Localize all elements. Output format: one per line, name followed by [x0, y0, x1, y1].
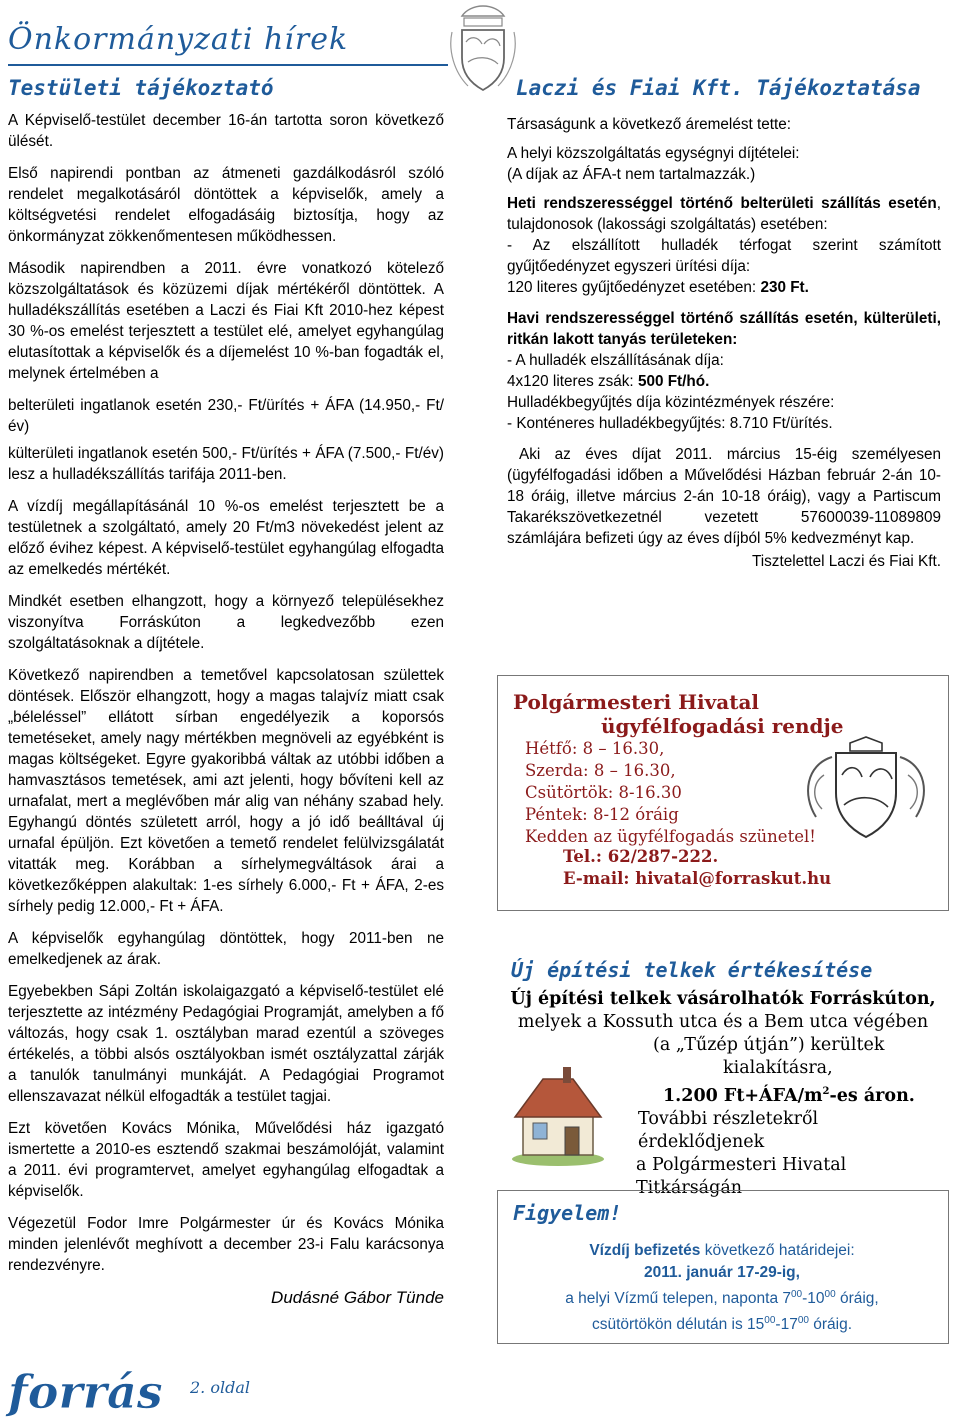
notice-sup: 00	[797, 1315, 809, 1327]
left-column	[8, 110, 444, 1308]
lots-heading: Új építési telkek értékesítése	[511, 958, 873, 982]
hours-item: Kedden az ügyfélfogadás szünetel!	[525, 827, 816, 846]
paragraph: Második napirendben a 2011. évre vonatkozó kötelező közszolgáltatások és közüzemi díjak mértékéről döntöttek. A hulladékszállítás esetében a Laczi és Fiai Kft 2010-hez képest 30 %-os emelést terjesztett a testület elé, amelyet egyhangúlag elutasítottak a képviselők és a díjemelést 10 %-ban fogadták el, melynek értelmében a	[8, 260, 444, 382]
weekly-item: - Az elszállított hulladék térfogat szerint számított gyűjtőedényzet egyszeri ürítési díja:	[507, 237, 941, 275]
notice-dates: 2011. január 17-29-ig,	[644, 1264, 800, 1281]
bag-price: 500 Ft/hó.	[637, 373, 710, 390]
monthly-item: - A hulladék elszállításának díja:	[507, 352, 724, 369]
lots-line: a Polgármesteri Hivatal Titkárságán	[636, 1154, 847, 1198]
hours-item: Szerda: 8 – 16.30,	[525, 761, 676, 780]
signature: Dudásné Gábor Tünde	[271, 1288, 444, 1307]
office-subtitle: ügyfélfogadási rendje	[601, 714, 844, 738]
paragraph: belterületi ingatlanok esetén 230,- Ft/ürítés + ÁFA (14.950,- Ft/év)	[8, 397, 444, 435]
coat-of-arms-icon	[446, 2, 520, 96]
weekly-price-line	[507, 277, 941, 298]
logo-text: forrás	[8, 1365, 163, 1419]
lots-line: További részletekről érdeklődjenek	[638, 1108, 819, 1152]
hours-item: Hétfő: 8 – 16.30,	[525, 739, 665, 758]
notice-sup: 00	[824, 1289, 836, 1300]
paragraph: Végezetül Fodor Imre Polgármester úr és Kovács Mónika minden jelenlévőt meghívott a december 23-i Falu karácsonya rendezvényre.	[8, 1215, 444, 1274]
paragraph: A képviselők egyhangúlag döntöttek, hogy 2011-ben ne emelkedjenek az árak.	[8, 930, 444, 968]
lots-price-sup: 2	[822, 1086, 830, 1097]
notice-text: -17	[775, 1316, 798, 1334]
paragraph: Egyebekben Sápi Zoltán iskolaigazgató a képviselő-testület elé terjesztette az intézmény Pedagógiai Programját, amelyben a fő változás, hogy csak 1. osztályban marad ezentúl a szöveges értékelés, a többi alsós osztályokban ismét osztályzattal zárják a tanulók tanulmányi munkáját. A Pedagógiai Programot ellenszavazat nélkül elfogadták a testület tagjai.	[8, 983, 444, 1105]
hours-item: Péntek: 8-12 óráig	[525, 805, 679, 824]
weekly-rest: , tulajdonosok (lakossági szolgáltatás) esetében:	[507, 195, 941, 233]
office-hours-list	[525, 738, 816, 848]
notice-text: -10	[802, 1290, 825, 1308]
inst-label: Hulladékbegyűjtés díja közintézmények részére:	[507, 394, 835, 411]
weekly-text	[507, 193, 941, 235]
container-price: - Konténeres hulladékbegyűjtés: 8.710 Ft/ürítés.	[507, 415, 833, 432]
lots-line: kialakításra,	[723, 1058, 833, 1078]
office-title: Polgármesteri Hivatal	[513, 690, 759, 714]
paragraph: A vízdíj megállapításánál 10 %-os emelést terjesztett be a testületnek a szolgáltató, amely 20 Ft/m3 növekedést jelent az előző évihez képest. A képviselő-testület egyhangúlag elfogadta az emelkedés mértékét.	[8, 498, 444, 578]
monthly-bold: Havi rendszerességgel történő szállítás esetén, külterületi, ritkán lakott tanyás területeken:	[507, 310, 941, 348]
lots-line: Új építési telkek vásárolhatók Forráskúton,	[510, 989, 936, 1009]
notice-sup: 00	[764, 1315, 776, 1327]
notice-bold: Vízdíj befizetés	[589, 1242, 701, 1259]
title-rule	[8, 64, 448, 66]
forras-logo	[4, 1354, 174, 1424]
notice-rest: következő határidejei:	[700, 1242, 855, 1259]
laczi-heading: Laczi és Fiai Kft. Tájékoztatása	[516, 76, 921, 100]
office-phone: Tel.: 62/287-222.	[563, 847, 719, 866]
page-title: Önkormányzati hírek	[8, 22, 349, 57]
paragraph: Mindkét esetben elhangzott, hogy a környező településekhez viszonyítva Forráskúton a legkedvezőbb ezen szolgáltatásoknak a díjtétele.	[8, 593, 444, 652]
laczi-info	[507, 114, 941, 572]
page-number: 2. oldal	[190, 1378, 250, 1397]
hours-item: Csütörtök: 8-16.30	[525, 783, 682, 802]
paragraph: Első napirendi pontban az átmeneti gazdálkodásról szóló rendelet megalkotásáról döntöttek a képviselők, amely a költségvetési rendelet elfogadásáig biztosítja, hogy az önkormányzat zökkenőmentesen működhessen.	[8, 165, 444, 245]
weekly-price: 230 Ft.	[760, 279, 809, 296]
office-contact	[563, 846, 831, 890]
notice-text: csütörtökön délután is 15	[591, 1316, 765, 1334]
laczi-intro: Társaságunk a következő áremelést tette:	[507, 116, 791, 133]
paragraph: külterületi ingatlanok esetén 500,- Ft/ürítés + ÁFA (7.500,- Ft/év) lesz a hulladékszállítás tarifája 2011-ben.	[8, 445, 444, 483]
bag-label: 4x120 literes zsák:	[507, 373, 634, 390]
coat-of-arms-icon	[796, 735, 936, 845]
testuleti-heading: Testületi tájékoztató	[8, 76, 274, 100]
weekly-bold: Heti rendszerességgel történő belterületi szállítás esetén	[507, 195, 937, 212]
notice-line	[500, 1240, 944, 1262]
paragraph: A Képviselő-testület december 16-án tartotta soron következő ülését.	[8, 112, 444, 150]
annual-payment: Aki az éves díjat 2011. március 15-éig személyesen (ügyfélfogadási időben a Művelődési Házban február 2-án 10-18 óráig, illetve március 2-án 10-18 óráig), vagy a Partiscum Takarékszövetkezetnél vezetett 57600039-11089809 számlájára befizeti úgy az éves díjból 5% kedvezményt kap.	[507, 446, 941, 547]
paragraph: Ezt követően Kovács Mónika, Művelődési ház igazgató ismertette a 2010-es esztendő szakmai beszámolóját, valamint a 2011. évi programtervet, amelyet egyhangúlag elfogadtak a képviselők.	[8, 1120, 444, 1200]
notice-title: Figyelem!	[513, 1201, 622, 1225]
lots-line: (a „Tűzép útján”) kerültek	[653, 1035, 885, 1055]
paragraph: Következő napirendben a temetővel kapcsolatosan születtek döntések. Először elhangzott, hogy a magas talajvíz miatt csak „béleléssel” ellátott sírban engedélyezik a koporsós temetéseket, amely nagy mértékben megnöveli az egyébként is magas költségeket. Egyre gyakoribbá váltak az utóbbi időben a hamvasztásos temetések, ami azt jelenti, hogy bővíteni kell az urnafalat, mert a meglévőben már alig van néhány szabad hely. Egyhangú döntés született arról, hogy a jó idő beálltával új urnafal épüljön. Ezt követően a temető rendelet felülvizsgálatát vitatták meg. Korábban a sírhelymegváltások árai a következőképpen alakultak: 1-es sírhely 6.000,- Ft + ÁFA, 2-es sírhely pedig 12.000,- Ft + ÁFA.	[8, 667, 444, 915]
notice-text: óráig,	[835, 1290, 879, 1308]
unit-prices: A helyi közszolgáltatás egységnyi díjtételei:	[507, 145, 800, 162]
lots-price-main: 1.200 Ft+ÁFA/m	[663, 1085, 823, 1106]
notice-sup: 00	[791, 1289, 803, 1300]
lots-price-tail: -es áron.	[829, 1085, 915, 1106]
notice-text: óráig.	[808, 1316, 853, 1334]
weekly-price-label: 120 literes gyűjtőedényzet esetében:	[507, 279, 757, 296]
vat-note: (A díjak az ÁFA-t nem tartalmazzák.)	[507, 166, 756, 183]
bag-line	[507, 371, 941, 392]
notice-body	[500, 1240, 944, 1336]
notice-line	[500, 1284, 944, 1310]
notice-text: a helyi Vízmű telepen, naponta 7	[565, 1290, 791, 1308]
notice-line	[500, 1310, 944, 1336]
laczi-closing: Tisztelettel Laczi és Fiai Kft.	[751, 553, 941, 570]
office-email[interactable]: E-mail: hivatal@forraskut.hu	[563, 869, 832, 888]
lots-line: melyek a Kossuth utca és a Bem utca végében	[517, 1012, 929, 1032]
house-icon	[503, 1055, 613, 1170]
